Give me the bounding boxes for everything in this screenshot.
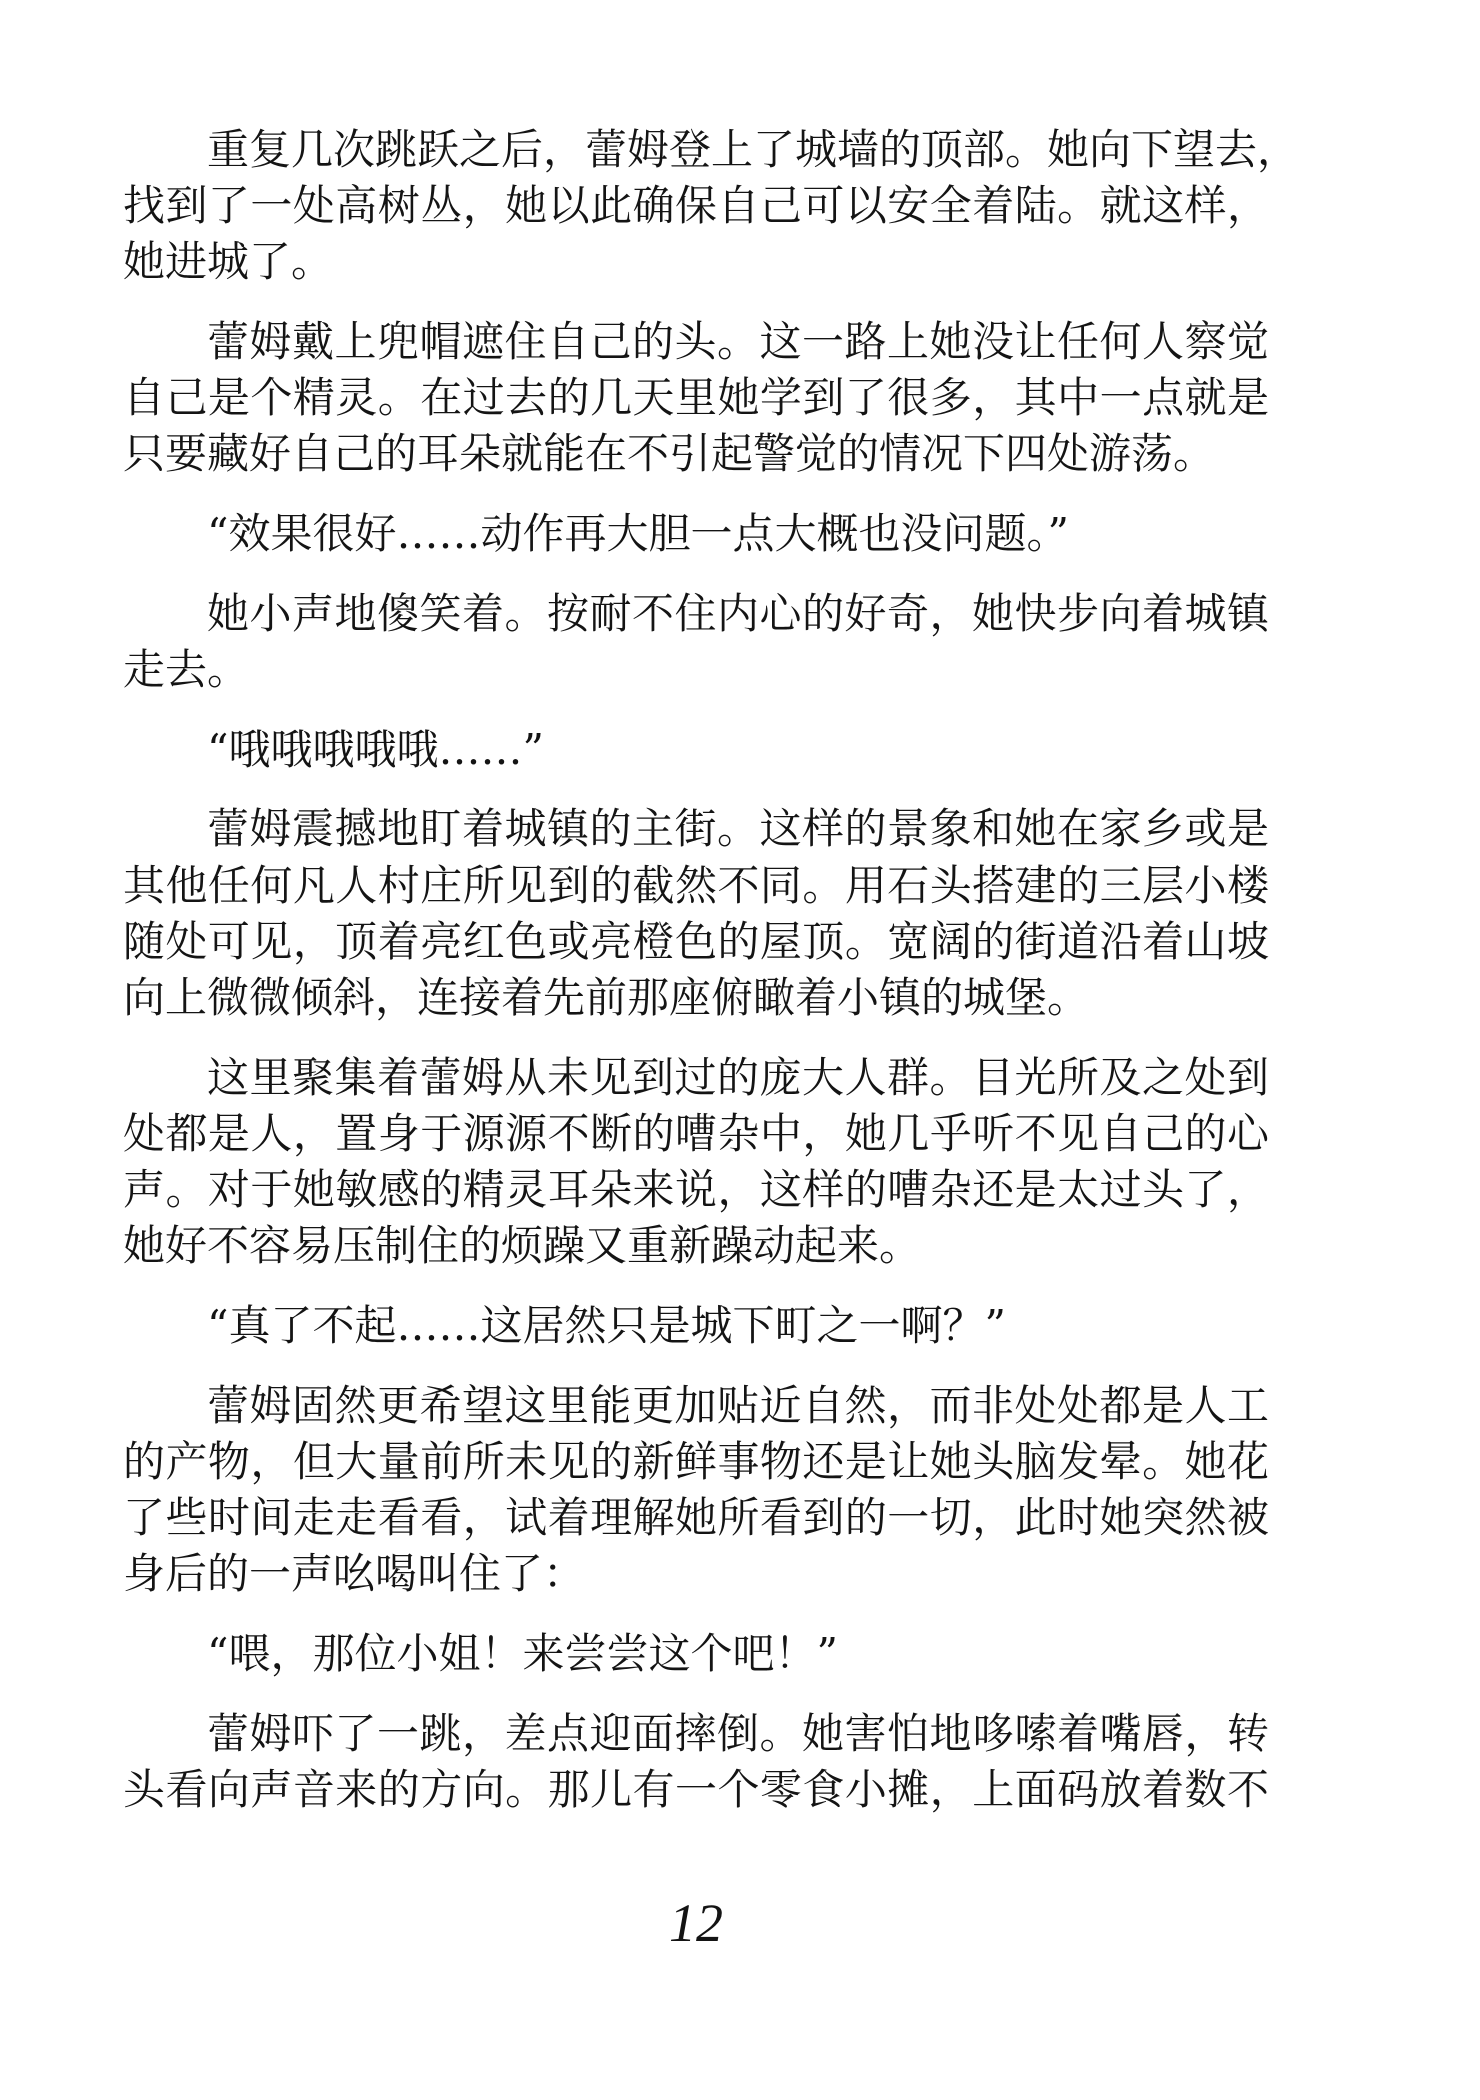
text-line: 了些时间走走看看，试着理解她所看到的一切，此时她突然被 xyxy=(123,1492,1269,1542)
paragraph xyxy=(123,122,1300,291)
body-text xyxy=(123,122,1300,1841)
text-line: 向上微微倾斜，连接着先前那座俯瞰着小镇的城堡。 xyxy=(123,972,1090,1022)
dialogue-paragraph xyxy=(123,506,1269,562)
text-line: 声。对于她敏感的精灵耳朵来说，这样的嘈杂还是太过头了， xyxy=(123,1165,1269,1214)
text-line: 自己是个精灵。在过去的几天里她学到了很多，其中一点就是 xyxy=(123,373,1269,423)
text-line: 蕾姆戴上兜帽遮住自己的头。这一路上她没让任何人察觉 xyxy=(207,317,1269,367)
text-line: 其他任何凡人村庄所见到的截然不同。用石头搭建的三层小楼 xyxy=(123,860,1269,910)
text-line: 找到了一处高树丛，她以此确保自己可以安全着陆。就这样， xyxy=(123,181,1269,231)
text-line: 的产物，但大量前所未见的新鲜事物还是让她头脑发晕。她花 xyxy=(123,1436,1269,1486)
text-line: “喂，那位小姐！来尝尝这个吧！” xyxy=(207,1628,838,1678)
text-line: 她小声地傻笑着。按耐不住内心的好奇，她快步向着城镇 xyxy=(207,588,1269,638)
text-line: 她好不容易压制住的烦躁又重新躁动起来。 xyxy=(123,1221,922,1271)
text-line: 重复几次跳跃之后，蕾姆登上了城墙的顶部。她向下望去， xyxy=(207,125,1300,174)
text-line: 蕾姆吓了一跳，差点迎面摔倒。她害怕地哆嗦着嘴唇，转 xyxy=(207,1708,1269,1758)
text-line: 身后的一声吆喝叫住了： xyxy=(123,1549,586,1599)
text-line: 处都是人，置身于源源不断的嘈杂中，她几乎听不见自己的心 xyxy=(123,1108,1269,1158)
text-line: “效果很好……动作再大胆一点大概也没问题。” xyxy=(207,509,1069,559)
paragraph xyxy=(123,801,1269,1026)
text-line: 蕾姆震撼地盯着城镇的主街。这样的景象和她在家乡或是 xyxy=(207,804,1269,854)
paragraph xyxy=(123,1378,1269,1603)
text-line: 这里聚集着蕾姆从未见到过的庞大人群。目光所及之处到 xyxy=(207,1052,1269,1102)
text-line: 随处可见，顶着亮红色或亮橙色的屋顶。宽阔的街道沿着山坡 xyxy=(123,916,1269,966)
dialogue-paragraph xyxy=(123,1626,1269,1682)
text-line: 她进城了。 xyxy=(123,237,334,287)
paragraph xyxy=(123,314,1269,483)
text-line: “哦哦哦哦哦……” xyxy=(207,724,544,774)
dialogue-paragraph xyxy=(123,722,1269,778)
text-line: 头看向声音来的方向。那儿有一个零食小摊，上面码放着数不 xyxy=(123,1764,1269,1814)
page-number: 12 xyxy=(669,1893,723,1953)
paragraph xyxy=(123,586,1269,698)
paragraph xyxy=(123,1050,1269,1275)
text-line: “真了不起……这居然只是城下町之一啊？” xyxy=(207,1300,1006,1350)
text-line: 只要藏好自己的耳朵就能在不引起警觉的情况下四处游荡。 xyxy=(123,429,1216,479)
dialogue-paragraph xyxy=(123,1298,1269,1354)
text-line: 走去。 xyxy=(123,645,250,694)
text-line: 蕾姆固然更希望这里能更加贴近自然，而非处处都是人工 xyxy=(207,1380,1269,1430)
paragraph xyxy=(123,1706,1269,1818)
